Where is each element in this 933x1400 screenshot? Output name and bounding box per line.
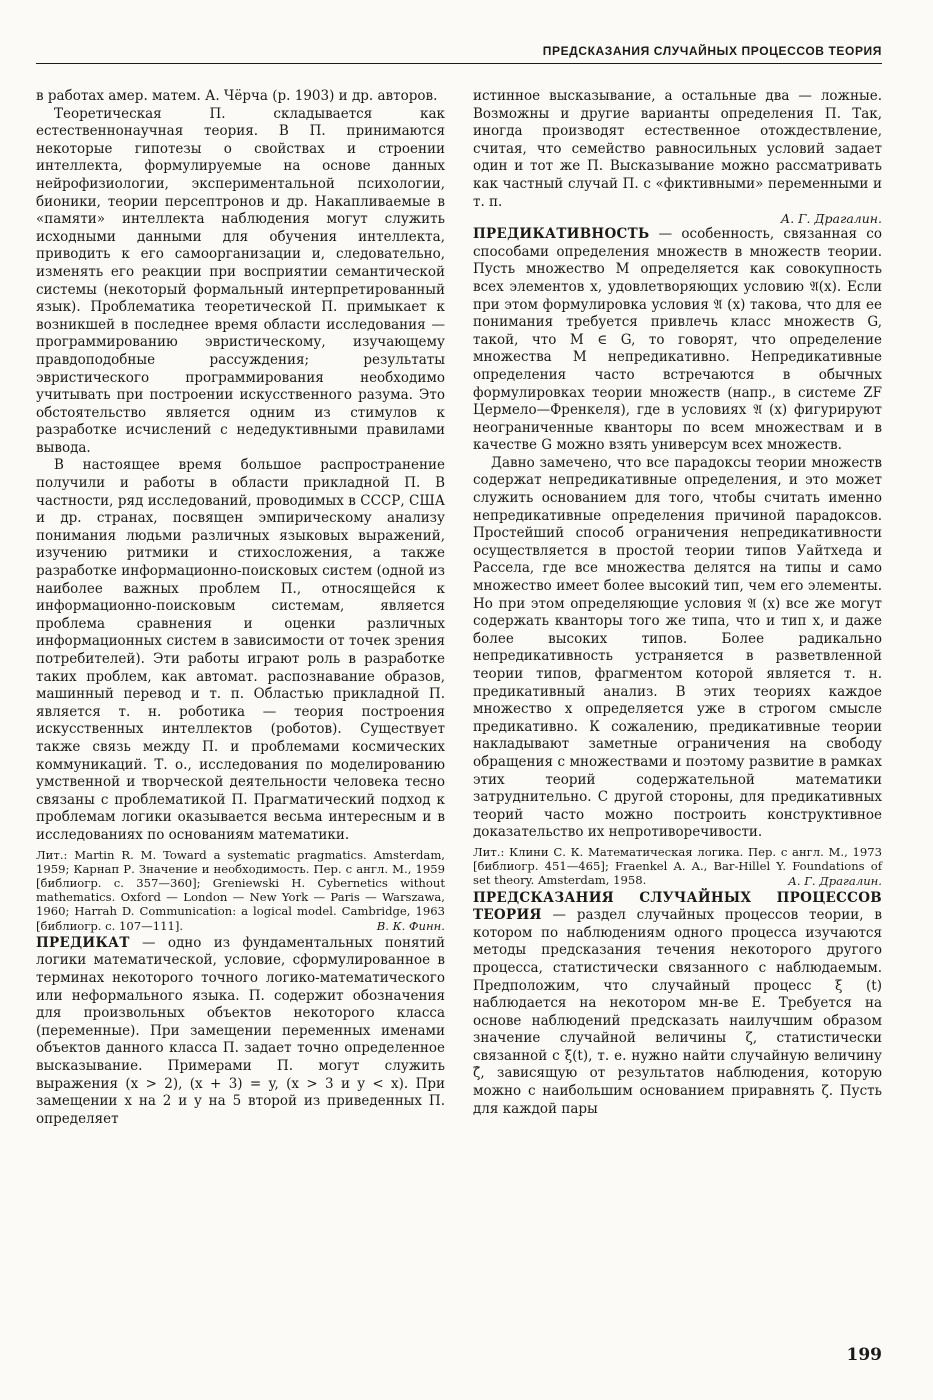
entry-headword: ПРЕДИКАТИВНОСТЬ <box>473 226 650 243</box>
entry-predskazaniya <box>473 890 882 1119</box>
bibliography: Лит.: Клини С. К. Математическая логика. Пер. с англ. М., 1973 [библиогр. 451—465]; Fraenkel A. A., Bar-Hillel Y. Foundations of set theory. Amsterdam, 1958. <box>473 844 882 888</box>
author-signature: А. Г. Драгалин. <box>788 873 882 888</box>
entry-body: — особенность, связанная со способами определения множеств в множеств теории. Пусть множество M определяется как совокупность всех элементов x, удовлетворяющих условию 𝔄(x). Если при этом формулировка условия 𝔄 (x) такова, что для ее понимания требуется привлечь класс множеств G, такой, что M ∈ G, то говорят, что определение множества M непредикативно. Непредикативные определения часто встречаются в обычных формулировках теории множеств (напр., в системе ZF Цермело—Френкеля), где в условиях 𝔄 (x) фигурируют неограниченные кванторы по всем множествам и в качестве G можно взять универсум всех множеств. <box>473 226 882 454</box>
entry-body: — одно из фундаментальных понятий логики математической, условие, сформулированное в терминах некоторого точного логико-математического или неформального языка. П. содержит обозначения для произвольных объектов некоторого класса (переменные). При замещении переменных именами объектов данного класса П. задает точно определенное высказывание. Примерами П. могут служить выражения (x > 2), (x + 3) = y, (x > 3 и y < x). При замещении x на 2 и y на 5 второй из приведенных П. определяет <box>36 934 445 1127</box>
paragraph: в работах амер. матем. А. Чёрча (р. 1903) и др. авторов. <box>36 88 438 104</box>
page-number: 199 <box>846 1345 882 1365</box>
left-column <box>36 88 445 1128</box>
author-signature: В. К. Финн. <box>376 918 445 933</box>
entry-headword: ПРЕДИКАТ <box>36 934 130 951</box>
right-column <box>473 88 882 1118</box>
bibliography: Лит.: Martin R. M. Toward a systematic pragmatics. Amsterdam, 1959; Карнап Р. Значение и необходимость. Пер. с англ. М., 1959 [библиогр. с. 357—360]; Greniewski H. Cybernetics without mathematics. Oxford — London — New York — Paris — Warszawa, 1960; Harrah D. Communication: a logical model. Cambridge, 1963 [библиогр. с. 107—111]. <box>36 847 445 933</box>
entry-body: — раздел случайных процессов теории, в котором по наблюдениям одного процесса изучаются методы предсказания течения некоторого другого процесса, статистически связанного с наблюдаемым. Предположим, что случайный процесс ξ (t) наблюдается на некотором мн-ве E. Требуется на основе наблюдений предсказать наилучшим образом значение случайной величины ζ, статистически связанной с ξ(t), т. е. нужно найти случайную величину ζ̂, зависящую от результатов наблюдения, которую можно с наибольшим основанием приравнять ζ. Пусть для каждой пары <box>473 907 882 1117</box>
paragraph: Давно замечено, что все парадоксы теории множеств содержат непредикативные определения, и это может служить основанием для того, чтобы считать именно непредикативные определения причиной парадоксов. Простейший способ ограничения непредикативности осуществляется в простой теории типов Уайтхеда и Рассела, где все множества делятся на типы и само множество имеет более высокий тип, чем его элементы. Но при этом определяющие условия 𝔄 (x) все же могут содержать кванторы того же типа, что и тип x, и даже более высоких типов. Более радикально непредикативность устраняется в разветвленной теории типов, фрагментом которой является т. н. предикативный анализ. В этих теориях каждое множество x определяется уже в строгом смысле предикативно. К сожалению, предикативные теории накладывают заметные ограничения на свободу обращения с множествами и поэтому развитие в рамках этих теорий содержательной математики затруднительно. С другой стороны, для предикативных теорий часто можно построить конструктивное доказательство их непротиворечивости. <box>473 454 882 841</box>
author-signature: А. Г. Драгалин. <box>780 211 882 227</box>
entry-headword: ПРЕДСКАЗАНИЯ СЛУЧАЙНЫХ ПРОЦЕССОВ ТЕОРИЯ <box>473 889 882 924</box>
paragraph: Теоретическая П. складывается как естественнонаучная теория. В П. принимаются некоторые гипотезы о свойствах и строении интеллекта, формулируемые на основе данных нейрофизиологии, экспериментальной психологии, бионики, теории персептронов и др. Накапливаемые в «памяти» интеллекта наблюдения могут служить исходными данными для обучения интеллекта, приводить к его самоорганизации и, следовательно, изменять его реакции при восприятии семантической системы (некоторый формальный интерпретированный язык). Проблематика теоретической П. примыкает к возникшей в последнее время области исследования — программированию эвристическому, изучающему правдоподобные рассуждения; результаты эвристического программирования необходимо учитывать при построении искусственного разума. Это обстоятельство является одним из стимулов к разработке исчислений с недедуктивными правилами вывода. <box>36 105 445 456</box>
running-head: ПРЕДСКАЗАНИЯ СЛУЧАЙНЫХ ПРОЦЕССОВ ТЕОРИЯ <box>36 44 882 64</box>
paragraph: В настоящее время большое распространение получили и работы в области прикладной П. В частности, ряд исследований, проводимых в СССР, США и др. странах, посвящен эмпирическому анализу понимания людьми различных языковых выражений, изучению ритмики и стихосложения, а также разработке информационно-поисковых систем (одной из наиболее важных проблем П., относящейся к информационно-поисковым системам, является проблема сравнения и оценки различных информационных систем в зависимости от точек зрения потребителей). Эти работы играют роль в разработке таких проблем, как автомат. распознавание образов, машинный перевод и т. п. Областью прикладной П. является т. н. роботика — теория построения искусственных интеллектов (роботов). Существует также связь между П. и проблемами космических коммуникаций. Т. о., исследования по моделированию умственной и творческой деятельности человека тесно связаны с проблематикой П. Прагматический подход к проблемам логики оказывается весьма интересным и в исследованиях по основаниям математики. <box>36 457 445 843</box>
entry-predikativnost <box>473 226 882 455</box>
entry-predikat <box>36 935 445 1129</box>
paragraph: истинное высказывание, а остальные два — ложные. Возможны и другие варианты определения П. Так, иногда производят естественное отождествление, считая, что семейство равносильных условий задает один и тот же П. Высказывание можно рассматривать как частный случай П. с «фиктивными» переменными и т. п. <box>473 88 882 210</box>
